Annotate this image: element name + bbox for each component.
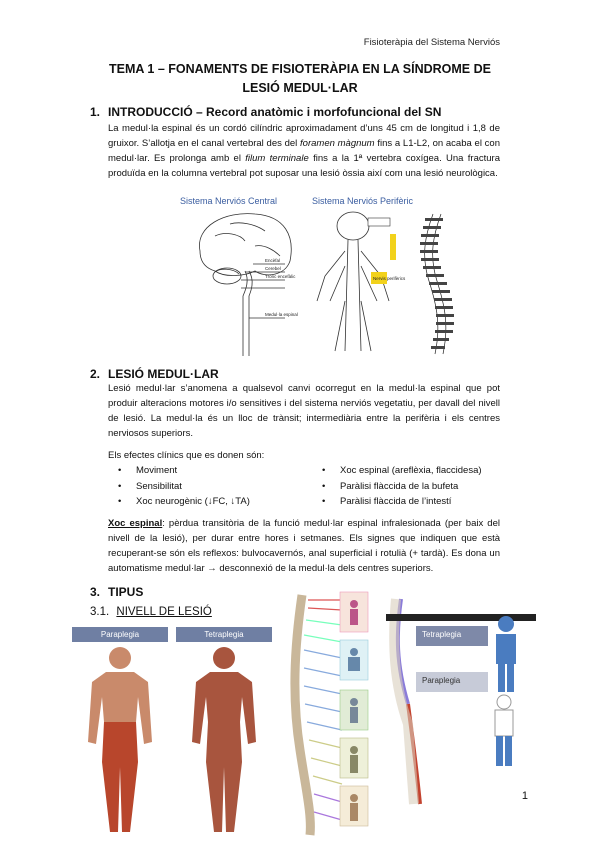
- section-3-heading: [90, 585, 308, 599]
- spinal-shock-text: : pèrdua transitòria de la funció medul·lar espinal infralesionada (per baix del nivell de la lesió), per durar entre hores i setmanes. Els signes que indiquen que està recuperant-se són els reflexos: bulvocavernós, anal superficial i rotulià (+ tardà). Es dona un automatisme medul·lar → desconnexió de la medul·la dels centres superiors.: [108, 518, 500, 574]
- section-1-paragraph: [108, 121, 500, 181]
- fig-label-encefal: Encèfal: [265, 258, 281, 263]
- injury-comparison-figure: [386, 594, 536, 814]
- list-item: • Sensibilitat: [118, 479, 308, 495]
- title-line-1: TEMA 1 – FONAMENTS DE FISIOTERÀPIA EN LA SÍNDROME DE: [109, 62, 491, 76]
- subsection-title: NIVELL DE LESIÓ: [116, 606, 212, 618]
- subsection-3-1-heading: [90, 606, 212, 618]
- page-number: 1: [521, 790, 528, 802]
- section-3-number: 3.: [90, 585, 101, 599]
- list-item: • Moviment: [118, 463, 308, 479]
- nervous-system-figure: [185, 206, 470, 358]
- running-header: Fisioteràpia del Sistema Nerviós: [363, 37, 500, 48]
- section-2-number: 2.: [90, 367, 101, 381]
- fig-label-tronc: Tronc encefàlic: [265, 274, 296, 279]
- section-2-title: LESIÓ MEDUL·LAR: [108, 367, 219, 381]
- comparison-label-tetraplegia: Tetraplegia: [422, 630, 462, 639]
- list-item: • Paràlisi flàccida de l’intestí: [322, 494, 512, 510]
- body-figure: [72, 642, 272, 838]
- fig-label-nervis: Nervis perifèrics: [373, 276, 406, 281]
- s1-text-2: fins a L1-L2, on acaba el con medul·lar. Es prolonga amb el: [108, 138, 500, 164]
- section-2-heading: [90, 367, 528, 381]
- list-item: • Xoc neurogènic (↓FC, ↓TA): [118, 494, 308, 510]
- section-1-title: INTRODUCCIÓ – Record anatòmic i morfofuncional del SN: [108, 105, 442, 119]
- fig-label-cerebel: Cerebel: [265, 266, 281, 271]
- list-item: • Paràlisi flàccida de la bufeta: [322, 479, 512, 495]
- list-item: • Xoc espinal (areflèxia, flaccidesa): [322, 463, 512, 479]
- effects-list-left: [118, 463, 308, 510]
- comparison-label-paraplegia: Paraplegia: [422, 676, 461, 685]
- title-line-2: LESIÓ MEDUL·LAR: [242, 81, 358, 95]
- effects-list-right: [322, 463, 512, 510]
- spinal-shock-term: Xoc espinal: [108, 518, 163, 529]
- fig-label-medulla: Medul·la espinal: [265, 312, 298, 317]
- effects-intro: Els efectes clínics que es donen són:: [108, 450, 265, 461]
- spinal-shock-paragraph: [108, 516, 500, 576]
- subsection-number: 3.1.: [90, 606, 110, 618]
- s1-text-1: La medul·la espinal és un cordó cilíndric aproximadament d’uns 45 cm de longitud i 1,8 de gruixor. S’allotja en el canal vertebral des del: [108, 123, 500, 149]
- paraplegia-banner: Paraplegia: [72, 627, 168, 642]
- s1-foramen-term: foramen màgnum: [300, 138, 375, 149]
- s1-text-3: fins a la 1ª vertebra coxígea. Una fractura produïda en la columna vertebral pot suposar una lesió òssia així com una lesió neurològica.: [108, 153, 500, 179]
- brain-sagittal-illustration: [199, 214, 291, 356]
- section-1-number: 1.: [90, 105, 101, 119]
- figure-caption-pns: Sistema Nerviós Perifèric: [312, 196, 414, 206]
- section-2-paragraph: Lesió medul·lar s’anomena a qualsevol canvi ocorregut en la medul·la espinal que pot produir alteracions motores i/o sensitives i del sistema nerviós vegetatiu, per davall del nivell de lesió. La medul·la és un lloc de trànsit; intermediària entre la perifèria i els centres nerviosos superiors.: [108, 383, 500, 439]
- figure-caption-cns: Sistema Nerviós Central: [180, 196, 278, 206]
- s1-filum-term: filum terminale: [245, 153, 309, 164]
- section-3-title: TIPUS: [108, 585, 144, 599]
- page-title: [0, 60, 600, 98]
- tetraplegia-body: [192, 647, 256, 832]
- vertebrae-marks: [420, 218, 454, 349]
- section-1-heading: [90, 105, 528, 119]
- paraplegia-body: [88, 647, 152, 832]
- spinal-levels-figure: [282, 590, 382, 840]
- tetraplegia-banner: Tetraplegia: [176, 627, 272, 642]
